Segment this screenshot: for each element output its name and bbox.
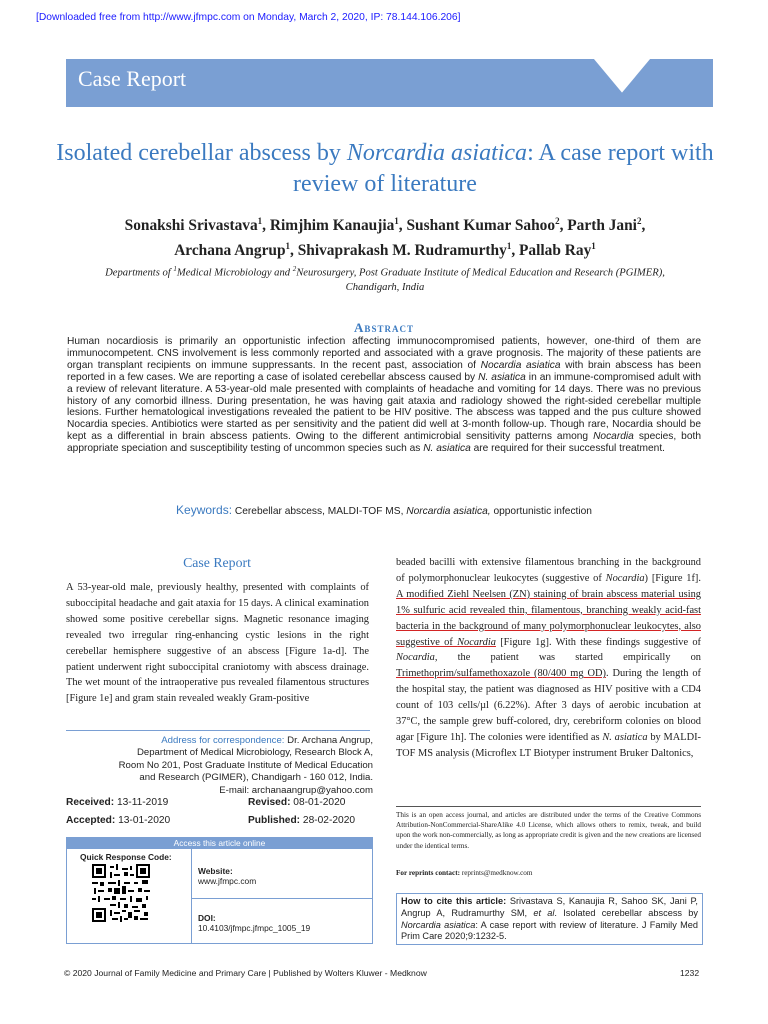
citation-italic: Norcardia asiatica [401,919,476,930]
page-number: 1232 [680,968,700,978]
keywords-label: Keywords: [176,503,233,517]
reprints-email[interactable]: reprints@medknow.com [460,869,533,877]
citation-text: Srivastava S, Kanaujia R, Sahoo SK, Jani P, Angrup A, Rudramurthy SM, [401,896,698,918]
abstract-text: in an immune-compromised adult with a review of relevant literature. A 53-year-old male presented with complaints of headache and vomiting for 14 days. There was no previous history of any comorbid illness. During presentation, he was having gait ataxia and radiology showed the right-sided cerebellar multiple lesions. Further hematological investigations revealed the patient to be HIV positive. The abscess was tapped and the pus culture showed Nocardia species. Antibiotics were started as per sensitivity and the patient did well at 3-month follow-up. Though rare, Nocardia should be kept as a differential in brain abscess patients. Owing to the different antimicrobial sensitivity patterns among [67,371,701,443]
author-affiliation-sup: 2 [555,216,560,226]
author-separator: , [559,217,568,235]
dates-block [66,797,373,833]
author-affiliation-sup: 1 [285,241,291,252]
published-date: Published: 28-02-2020 [248,815,356,826]
abstract-text: with brain abscess has been reported in a few cases. We are reporting a case of isolated cerebellar abscess caused by [67,359,701,383]
correspondence-line: Room No 201, Post Graduate Institute of Medical Education [118,759,373,771]
body-text: ) [Figure 1f]. [644,572,701,584]
body-text: . During the length of the hospital stay, the patient was diagnosed as HIV positive with a CD4 count of 103 cells/µl (6.22%). After 3 days of aerobic incubation at 37°C, the sample grew buff-colored, dry, cerebriform colonies on blood agar [Figure 1h]. The colonies were identified as [396,668,701,743]
article-title [40,138,730,200]
reprints-label: For reprints contact: [396,869,461,877]
doi-label: DOI: [198,913,216,923]
abstract-italic: Nocardia [593,431,634,443]
author-name: Sushant Kumar Sahoo [406,217,556,235]
body-text: beaded bacilli with extensive filamentous branching in the background of polymorphonuclear leukocytes (suggestive of [396,557,701,584]
correspondence-line: Department of Medical Microbiology, Research Block A, [136,747,373,759]
citation-text: . Isolated cerebellar abscess by [554,907,698,918]
keywords-text: Cerebellar abscess, MALDI-TOF MS, [232,506,407,517]
citation-box [396,893,703,945]
accepted-date: Accepted: 13-01-2020 [66,815,171,826]
abstract-italic: Nocardia asiatica [480,359,561,371]
section-label: Case Report [78,66,187,91]
access-bar: Access this article online [66,837,373,849]
keywords-italic: Norcardia asiatica, [406,506,491,517]
qr-label: Quick Response Code: [80,852,172,862]
abstract-body [67,336,701,455]
download-notice: [Downloaded free from http://www.jfmpc.com on Monday, March 2, 2020, IP: 78.144.106.206] [36,12,461,23]
affiliation [80,262,690,295]
author-separator: , [262,217,270,235]
affil-sup: 1 [173,265,177,273]
correspondence-email[interactable]: E-mail: archanaangrup@yahoo.com [219,784,373,796]
author-name: Parth Jani [567,217,637,235]
body-text: by MALDI-TOF MS analysis (Microflex LT Biotyper instrument Bruker Daltonics, [396,731,701,759]
open-access-note: This is an open access journal, and articles are distributed under the terms of the Creative Commons Attribution-NonCommercial-ShareAlike 4.0 License, which allows others to remix, tweak, and build upon the work non-commercially, as long as appropriate credit is given and the new creations are licensed under the identical terms. [396,811,701,850]
body-italic: N. asiatica [602,731,648,743]
affil-prefix: Departments of [105,267,174,279]
abstract-heading: Abstract [354,320,414,335]
underlined-italic: Nocardia [457,636,496,648]
right-column-text [396,555,701,762]
affil-dept: Medical Microbiology and [176,267,293,279]
author-affiliation-sup: 1 [394,216,399,226]
doi-value[interactable]: 10.4103/jfmpc.jfmpc_1005_19 [198,923,311,933]
affil-sup: 2 [292,265,297,273]
keywords [67,503,701,517]
author-separator: , [641,217,646,235]
underlined-text: Trimethoprim/sulfamethoxazole (80/400 mg OD) [396,668,606,680]
citation-italic: et al [533,907,555,918]
affil-dept: Neurosurgery, Post Graduate Institute of Medical Education and Research (PGIMER), Chandigarh, India [296,267,665,293]
divider [66,730,370,731]
banner-chevron-icon [592,59,652,107]
abstract-italic: N. asiatica [423,443,471,455]
author-affiliation-sup: 1 [506,241,512,252]
divider [396,806,701,807]
author-name: Rimjhim Kanaujia [269,217,395,235]
left-column-text: A 53-year-old male, previously healthy, presented with complaints of suboccipital headache and gait ataxia for 15 days. A clinical examination showed some positive cerebellar signs. Magnetic resonance imaging revealed two irregular ring-enhancing cystic lesions in the right cerebellar hemisphere suggestive of an abscess [Figure 1a-d]. The patient underwent right suboccipital craniotomy with abscess drainage. The wet mount of the intraoperative pus revealed filamentous structures [Figure 1e] and gram stain revealed weakly Gram-positive [66,582,369,705]
underlined-text: A modified Ziehl Neelsen (ZN) staining of brain abscess material using 1% sulfuric acid revealed thin, filamentous, branching weakly acid-fast bacteria in the background of many polymorphonuclear leukocytes, also suggestive of [396,588,701,648]
author-name: Pallab Ray [519,242,592,260]
website-label: Website: [198,866,233,876]
qr-code-icon[interactable] [92,864,150,922]
author-affiliation-sup: 1 [591,241,596,252]
website-link[interactable]: www.jfmpc.com [198,876,257,886]
citation-label: How to cite this article: [401,896,507,906]
abstract-text: Human nocardiosis is primarily an opportunistic infection affecting immunocompromised patients, however, one-third of them are immunocompetent. CNS involvement is less commonly reported and associated with a grave prognosis. The majority of these patients are organ transplant recipients on immune suppressants. In the recent past, association of [67,336,701,371]
author-list [40,211,730,261]
author-separator: , [290,242,298,260]
body-italic: Nocardia [605,572,645,584]
revised-date: Revised: 08-01-2020 [248,797,346,808]
author-name: Shivaprakash M. Rudramurthy [297,242,507,260]
correspondence-block [66,735,373,797]
author-name: Archana Angrup [174,242,286,260]
author-affiliation-sup: 1 [257,216,263,226]
author-affiliation-sup: 2 [636,216,642,226]
abstract-italic: N. asiatica [478,371,526,383]
citation-text: : A case report with review of literature. J Family Med Prim Care 2020;9:1232-5. [401,919,698,942]
body-text: [Figure 1g]. With these findings suggestive of [495,636,702,648]
abstract-text: are required for their successful treatment. [470,443,665,455]
divider [191,849,192,944]
case-report-heading: Case Report [183,555,251,570]
title-part1: Isolated cerebellar abscess by [56,140,347,166]
body-italic: Nocardia, [396,652,438,664]
keywords-text: opportunistic infection [490,506,592,517]
author-name: Sonakshi Srivastava [124,217,258,235]
received-date: Received: 13-11-2019 [66,797,169,808]
reprints-contact [396,869,532,877]
divider [191,898,373,899]
body-text: the patient was started empirically on [437,652,701,664]
footer-text: © 2020 Journal of Family Medicine and Primary Care | Published by Wolters Kluwer - Medknow [64,968,427,978]
correspondence-name: Dr. Archana Angrup, [284,735,373,746]
author-separator: , [398,217,407,235]
abstract-text: species, both appropriate speciation and susceptibility testing of uncommon species such as [67,431,701,455]
correspondence-label: Address for correspondence: [161,735,285,746]
correspondence-line: and Research (PGIMER), Chandigarh - 160 012, India. [139,772,373,784]
author-separator: , [511,242,520,260]
title-part2: : A case report with review of literature [293,140,714,197]
title-species: Norcardia asiatica [346,140,528,166]
